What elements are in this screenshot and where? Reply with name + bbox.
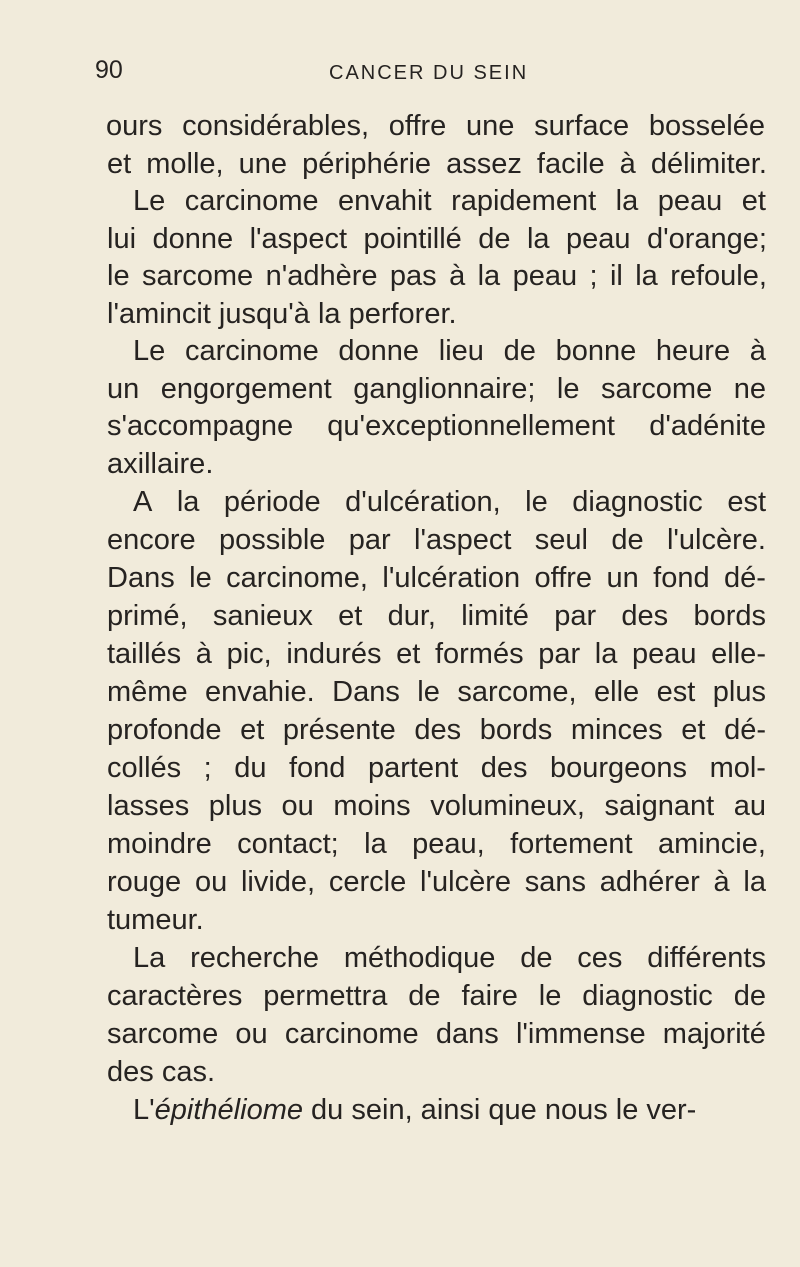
text-line	[107, 751, 766, 785]
word: diagnostic	[582, 980, 713, 1012]
text-line	[107, 789, 766, 823]
word: une	[466, 110, 515, 142]
word: sarcome,	[457, 676, 577, 708]
word: la	[364, 828, 387, 860]
word: assez	[446, 148, 522, 180]
word: recherche	[190, 942, 320, 974]
word: présente	[282, 714, 396, 746]
word: et	[741, 185, 766, 217]
word: molle,	[146, 148, 224, 180]
word: à	[195, 638, 212, 670]
word: possible	[219, 524, 326, 556]
word: la	[615, 185, 639, 217]
text-line	[107, 1017, 766, 1051]
word: la	[635, 260, 658, 292]
word: le	[107, 260, 130, 292]
word: carcinome	[184, 335, 319, 367]
word: et	[681, 714, 706, 746]
text-line	[133, 184, 766, 218]
word: peau	[632, 638, 697, 670]
word: majorité	[662, 1018, 766, 1050]
last-line-rest: du sein, ainsi que nous le ver-	[303, 1094, 697, 1126]
text-line	[107, 637, 766, 671]
word: diagnostic	[572, 486, 703, 518]
word: amincie,	[657, 828, 766, 860]
word: ganglionnaire;	[353, 373, 536, 405]
word: lieu	[438, 335, 484, 367]
word: sans	[524, 866, 587, 898]
word: elle	[594, 676, 640, 708]
word: refoule,	[670, 260, 767, 292]
word: seul	[534, 524, 588, 556]
word: sanieux	[212, 600, 313, 632]
word: même	[107, 676, 188, 708]
word: bords	[479, 714, 553, 746]
word: la	[743, 866, 766, 898]
word: ou	[235, 1018, 268, 1050]
word: engorgement	[160, 373, 332, 405]
word: la	[176, 486, 200, 518]
word: et	[107, 148, 132, 180]
word: saignant	[604, 790, 715, 822]
word: encore	[107, 524, 196, 556]
running-title: CANCER DU SEIN	[329, 62, 529, 84]
word: plus	[208, 790, 262, 822]
word: sarcome	[601, 373, 713, 405]
word: la	[477, 260, 501, 292]
word: l'immense	[515, 1018, 646, 1050]
text-line	[107, 865, 766, 899]
word: à	[713, 866, 730, 898]
word: plus	[712, 676, 766, 708]
text-line	[107, 979, 766, 1013]
word: facile	[536, 148, 605, 180]
word: ours	[106, 110, 163, 142]
word: carcinome	[184, 185, 319, 217]
text-line	[107, 675, 766, 709]
word: sarcome	[141, 260, 254, 292]
word: des	[621, 600, 669, 632]
word: moindre	[107, 828, 212, 860]
text-line: l'amincit jusqu'à la perforer.	[107, 298, 457, 330]
text-line	[107, 372, 766, 406]
word: donne	[338, 335, 420, 367]
text-line	[107, 259, 767, 293]
word: pic,	[226, 638, 272, 670]
word: de	[611, 524, 644, 556]
text-line	[107, 599, 766, 633]
word: lasses	[107, 790, 190, 822]
word: formés	[434, 638, 524, 670]
word: peau	[512, 260, 578, 292]
text-line	[133, 941, 766, 975]
word: n'adhère	[265, 260, 378, 292]
word: mol-	[709, 752, 766, 784]
word: est	[727, 486, 766, 518]
word: de	[408, 980, 441, 1012]
word: s'accompagne	[107, 410, 294, 442]
word: Dans	[332, 676, 400, 708]
word: elle-	[711, 638, 766, 670]
word: Dans	[107, 562, 175, 594]
word: à	[619, 148, 636, 180]
word: de	[733, 980, 766, 1012]
word: d'adénite	[649, 410, 766, 442]
word: est	[656, 676, 696, 708]
word: par	[538, 638, 581, 670]
word: l'ulcération	[382, 562, 521, 594]
word: qu'exceptionnellement	[327, 410, 615, 442]
word: des	[480, 752, 528, 784]
word: une	[238, 148, 288, 180]
word: ou	[194, 866, 228, 898]
word: Le	[133, 185, 166, 217]
word: profonde	[107, 714, 222, 746]
word: bosselée	[648, 110, 765, 142]
word: de	[520, 942, 553, 974]
word: collés	[107, 752, 182, 784]
word: méthodique	[343, 942, 496, 974]
word: le	[525, 486, 548, 518]
word: dans	[435, 1018, 499, 1050]
word: dur,	[387, 600, 436, 632]
word: dé-	[724, 714, 766, 746]
word: faire	[461, 980, 518, 1012]
last-line-article: L'	[133, 1094, 155, 1126]
word: ;	[203, 752, 212, 784]
word: peau	[657, 185, 723, 217]
word: pointillé	[363, 223, 462, 255]
word: caractères	[107, 980, 243, 1012]
text-line	[107, 523, 766, 557]
word: envahie.	[205, 676, 315, 708]
word: considérables,	[182, 110, 370, 142]
word: un	[606, 562, 639, 594]
word: il	[609, 260, 623, 292]
word: partent	[367, 752, 459, 784]
word: un	[107, 373, 140, 405]
text-line	[107, 827, 766, 861]
word: à	[749, 335, 766, 367]
word: fond	[653, 562, 710, 594]
word: carcinome	[284, 1018, 419, 1050]
word: le	[538, 980, 562, 1012]
word: période	[223, 486, 321, 518]
word: ces	[577, 942, 623, 974]
text-line	[133, 485, 766, 519]
word: l'aspect	[249, 223, 347, 255]
text-line	[107, 147, 767, 181]
word: par	[348, 524, 391, 556]
word: et	[396, 638, 421, 670]
word: rouge	[107, 866, 182, 898]
word: bourgeons	[550, 752, 688, 784]
word: de	[478, 223, 511, 255]
word: minces	[570, 714, 663, 746]
word: heure	[655, 335, 731, 367]
word: au	[733, 790, 766, 822]
word: adhérer	[599, 866, 700, 898]
word: livide,	[240, 866, 316, 898]
text-line	[107, 409, 766, 443]
word: rapidement	[451, 185, 597, 217]
text-line	[106, 109, 765, 143]
word: différents	[647, 942, 766, 974]
word: offre	[534, 562, 593, 594]
word: fortement	[510, 828, 633, 860]
word: délimiter.	[650, 148, 767, 180]
word: dé-	[724, 562, 766, 594]
word: par	[554, 600, 597, 632]
word: ne	[733, 373, 766, 405]
word: du	[234, 752, 267, 784]
text-line	[133, 334, 766, 368]
word: bords	[693, 600, 766, 632]
word: contact;	[237, 828, 339, 860]
word: indurés	[286, 638, 382, 670]
word: de	[503, 335, 536, 367]
word: surface	[534, 110, 630, 142]
word: cercle	[328, 866, 407, 898]
word: l'ulcère	[420, 866, 511, 898]
term-epitheliome: épithéliome	[154, 1094, 303, 1126]
word: la	[526, 223, 550, 255]
text-line: axillaire.	[107, 448, 214, 480]
word: A	[133, 486, 153, 518]
word: à	[449, 260, 466, 292]
text-line: tumeur.	[107, 904, 204, 936]
word: le	[556, 373, 580, 405]
word: envahit	[338, 185, 432, 217]
page-number: 90	[95, 56, 123, 84]
word: le	[417, 676, 440, 708]
word: pas	[389, 260, 437, 292]
word: des	[414, 714, 462, 746]
word: et	[338, 600, 363, 632]
word: fond	[288, 752, 346, 784]
word: la	[594, 638, 618, 670]
word: ;	[589, 260, 598, 292]
word: périphérie	[302, 148, 432, 180]
word: d'ulcération,	[345, 486, 501, 518]
word: le	[189, 562, 212, 594]
word: sarcome	[107, 1018, 219, 1050]
word: moins	[333, 790, 411, 822]
word: La	[133, 942, 166, 974]
word: d'orange;	[646, 223, 767, 255]
text-line-last	[133, 1093, 696, 1127]
word: peau	[566, 223, 631, 255]
word: limité	[461, 600, 529, 632]
word: bonne	[555, 335, 637, 367]
word: permettra	[263, 980, 388, 1012]
word: et	[240, 714, 265, 746]
word: offre	[388, 110, 447, 142]
word: primé,	[107, 600, 188, 632]
word: Le	[133, 335, 166, 367]
word: peau,	[412, 828, 485, 860]
text-line	[107, 561, 766, 595]
word: ou	[281, 790, 314, 822]
word: donne	[152, 223, 234, 255]
word: l'ulcère.	[666, 524, 766, 556]
text-line	[107, 222, 767, 256]
word: l'aspect	[414, 524, 512, 556]
word: carcinome,	[226, 562, 368, 594]
text-line	[107, 713, 766, 747]
text-line: des cas.	[107, 1056, 215, 1088]
word: volumineux,	[430, 790, 585, 822]
word: lui	[107, 223, 137, 255]
word: taillés	[107, 638, 182, 670]
